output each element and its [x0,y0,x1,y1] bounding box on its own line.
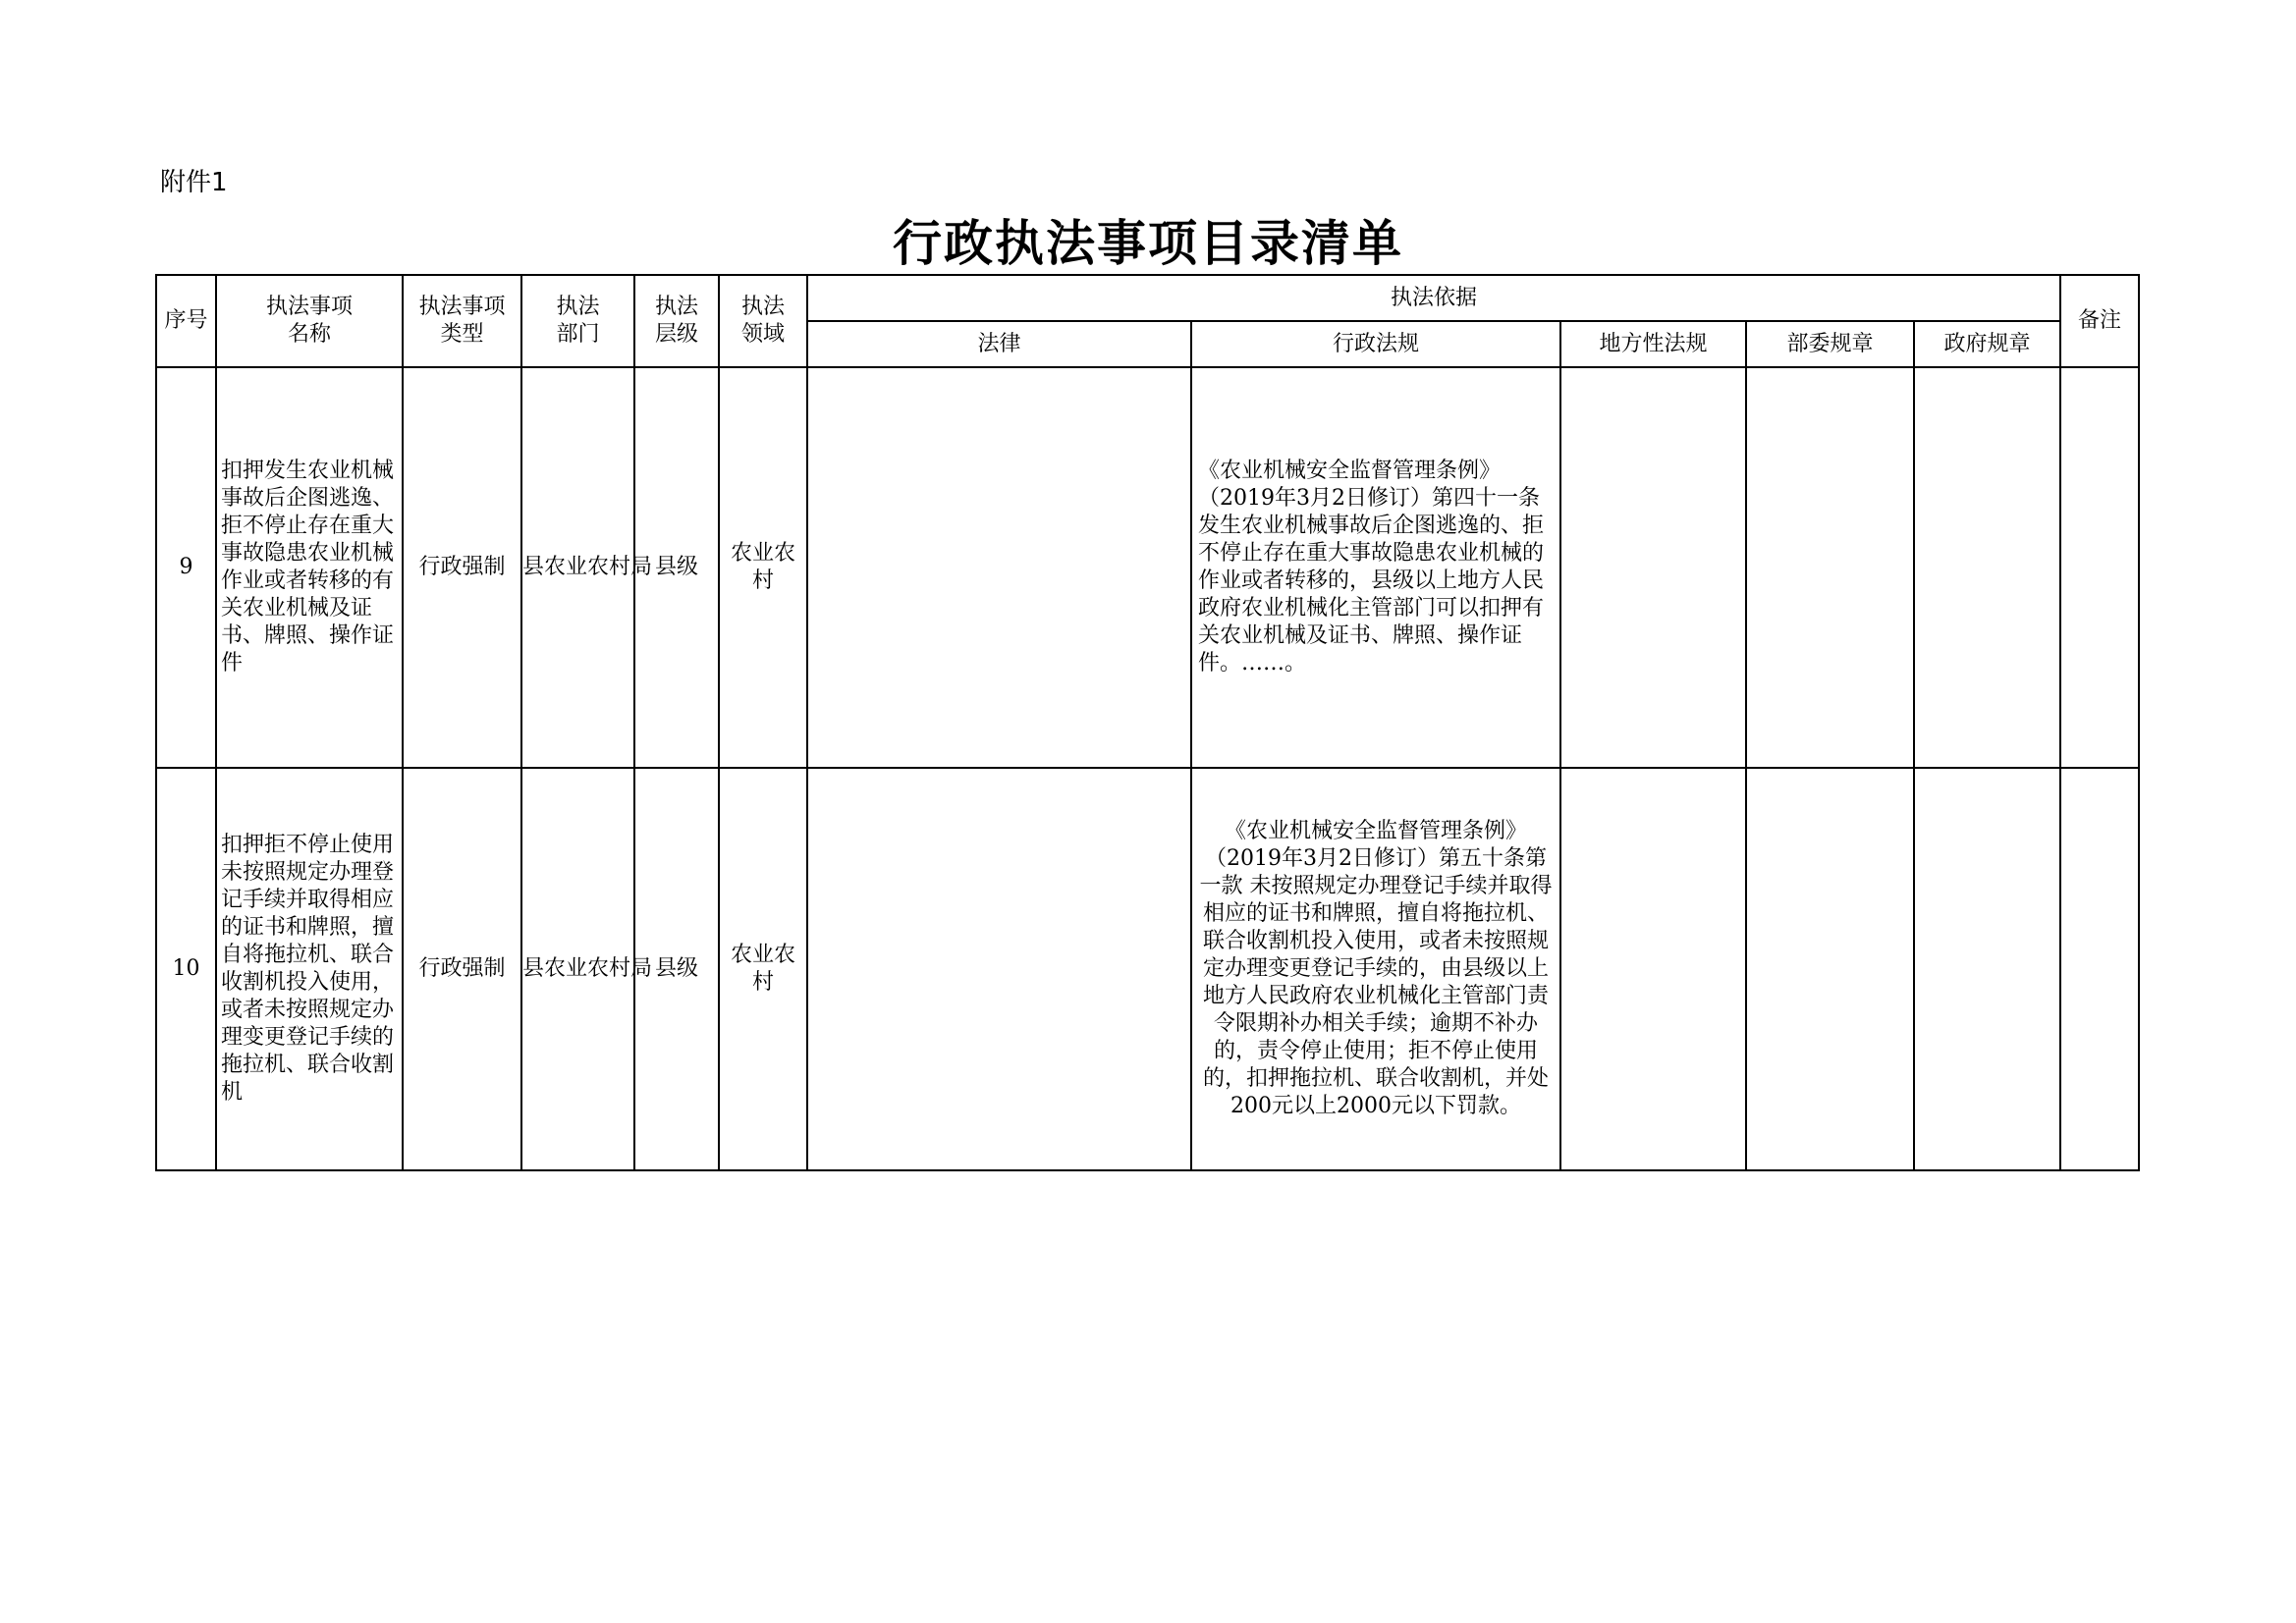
cell-gov-rule [1914,367,2060,768]
cell-dept: 县农业农村局 [521,768,634,1170]
col-header-ministry-rule: 部委规章 [1746,321,1914,367]
cell-law [807,768,1191,1170]
header-row-1 [156,275,2139,321]
cell-field: 农业农村 [719,768,807,1170]
cell-name: 扣押发生农业机械事故后企图逃逸、拒不停止存在重大事故隐患农业机械作业或者转移的有关农业机械及证书、牌照、操作证件 [216,367,403,768]
cell-seq: 9 [156,367,216,768]
cell-local-reg [1560,768,1746,1170]
enforcement-table [155,274,2140,1171]
col-header-seq: 序号 [156,275,216,367]
cell-dept: 县农业农村局 [521,367,634,768]
cell-remark [2060,768,2139,1170]
cell-level: 县级 [634,367,719,768]
col-header-basis: 执法依据 [807,275,2060,321]
col-header-gov-rule: 政府规章 [1914,321,2060,367]
table-row [156,367,2139,768]
cell-level: 县级 [634,768,719,1170]
cell-ministry-rule [1746,768,1914,1170]
cell-law [807,367,1191,768]
cell-type: 行政强制 [403,367,521,768]
document-title: 行政执法事项目录清单 [893,214,1403,272]
col-header-field: 执法 领域 [719,275,807,367]
col-header-type: 执法事项 类型 [403,275,521,367]
cell-name: 扣押拒不停止使用未按照规定办理登记手续并取得相应的证书和牌照，擅自将拖拉机、联合收割机投入使用，或者未按照规定办理变更登记手续的拖拉机、联合收割机 [216,768,403,1170]
cell-remark [2060,367,2139,768]
table-row [156,768,2139,1170]
cell-type: 行政强制 [403,768,521,1170]
col-header-name: 执法事项 名称 [216,275,403,367]
col-header-local-reg: 地方性法规 [1560,321,1746,367]
cell-admin-reg: 《农业机械安全监督管理条例》（2019年3月2日修订）第四十一条 发生农业机械事故后企图逃逸的、拒不停止存在重大事故隐患农业机械的作业或者转移的，县级以上地方人民政府农业机械化主管部门可以扣押有关农业机械及证书、牌照、操作证件。……。 [1191,367,1560,768]
cell-gov-rule [1914,768,2060,1170]
col-header-remark: 备注 [2060,275,2139,367]
cell-admin-reg: 《农业机械安全监督管理条例》（2019年3月2日修订）第五十条第一款 未按照规定办理登记手续并取得相应的证书和牌照，擅自将拖拉机、联合收割机投入使用，或者未按照规定办理变更登记手续的，由县级以上地方人民政府农业机械化主管部门责令限期补办相关手续；逾期不补办的，责令停止使用；拒不停止使用的，扣押拖拉机、联合收割机，并处200元以上2000元以下罚款。 [1191,768,1560,1170]
attachment-label: 附件1 [160,168,228,197]
col-header-dept: 执法 部门 [521,275,634,367]
cell-field: 农业农村 [719,367,807,768]
col-header-admin-reg: 行政法规 [1191,321,1560,367]
cell-seq: 10 [156,768,216,1170]
cell-local-reg [1560,367,1746,768]
col-header-level: 执法 层级 [634,275,719,367]
cell-ministry-rule [1746,367,1914,768]
col-header-law: 法律 [807,321,1191,367]
